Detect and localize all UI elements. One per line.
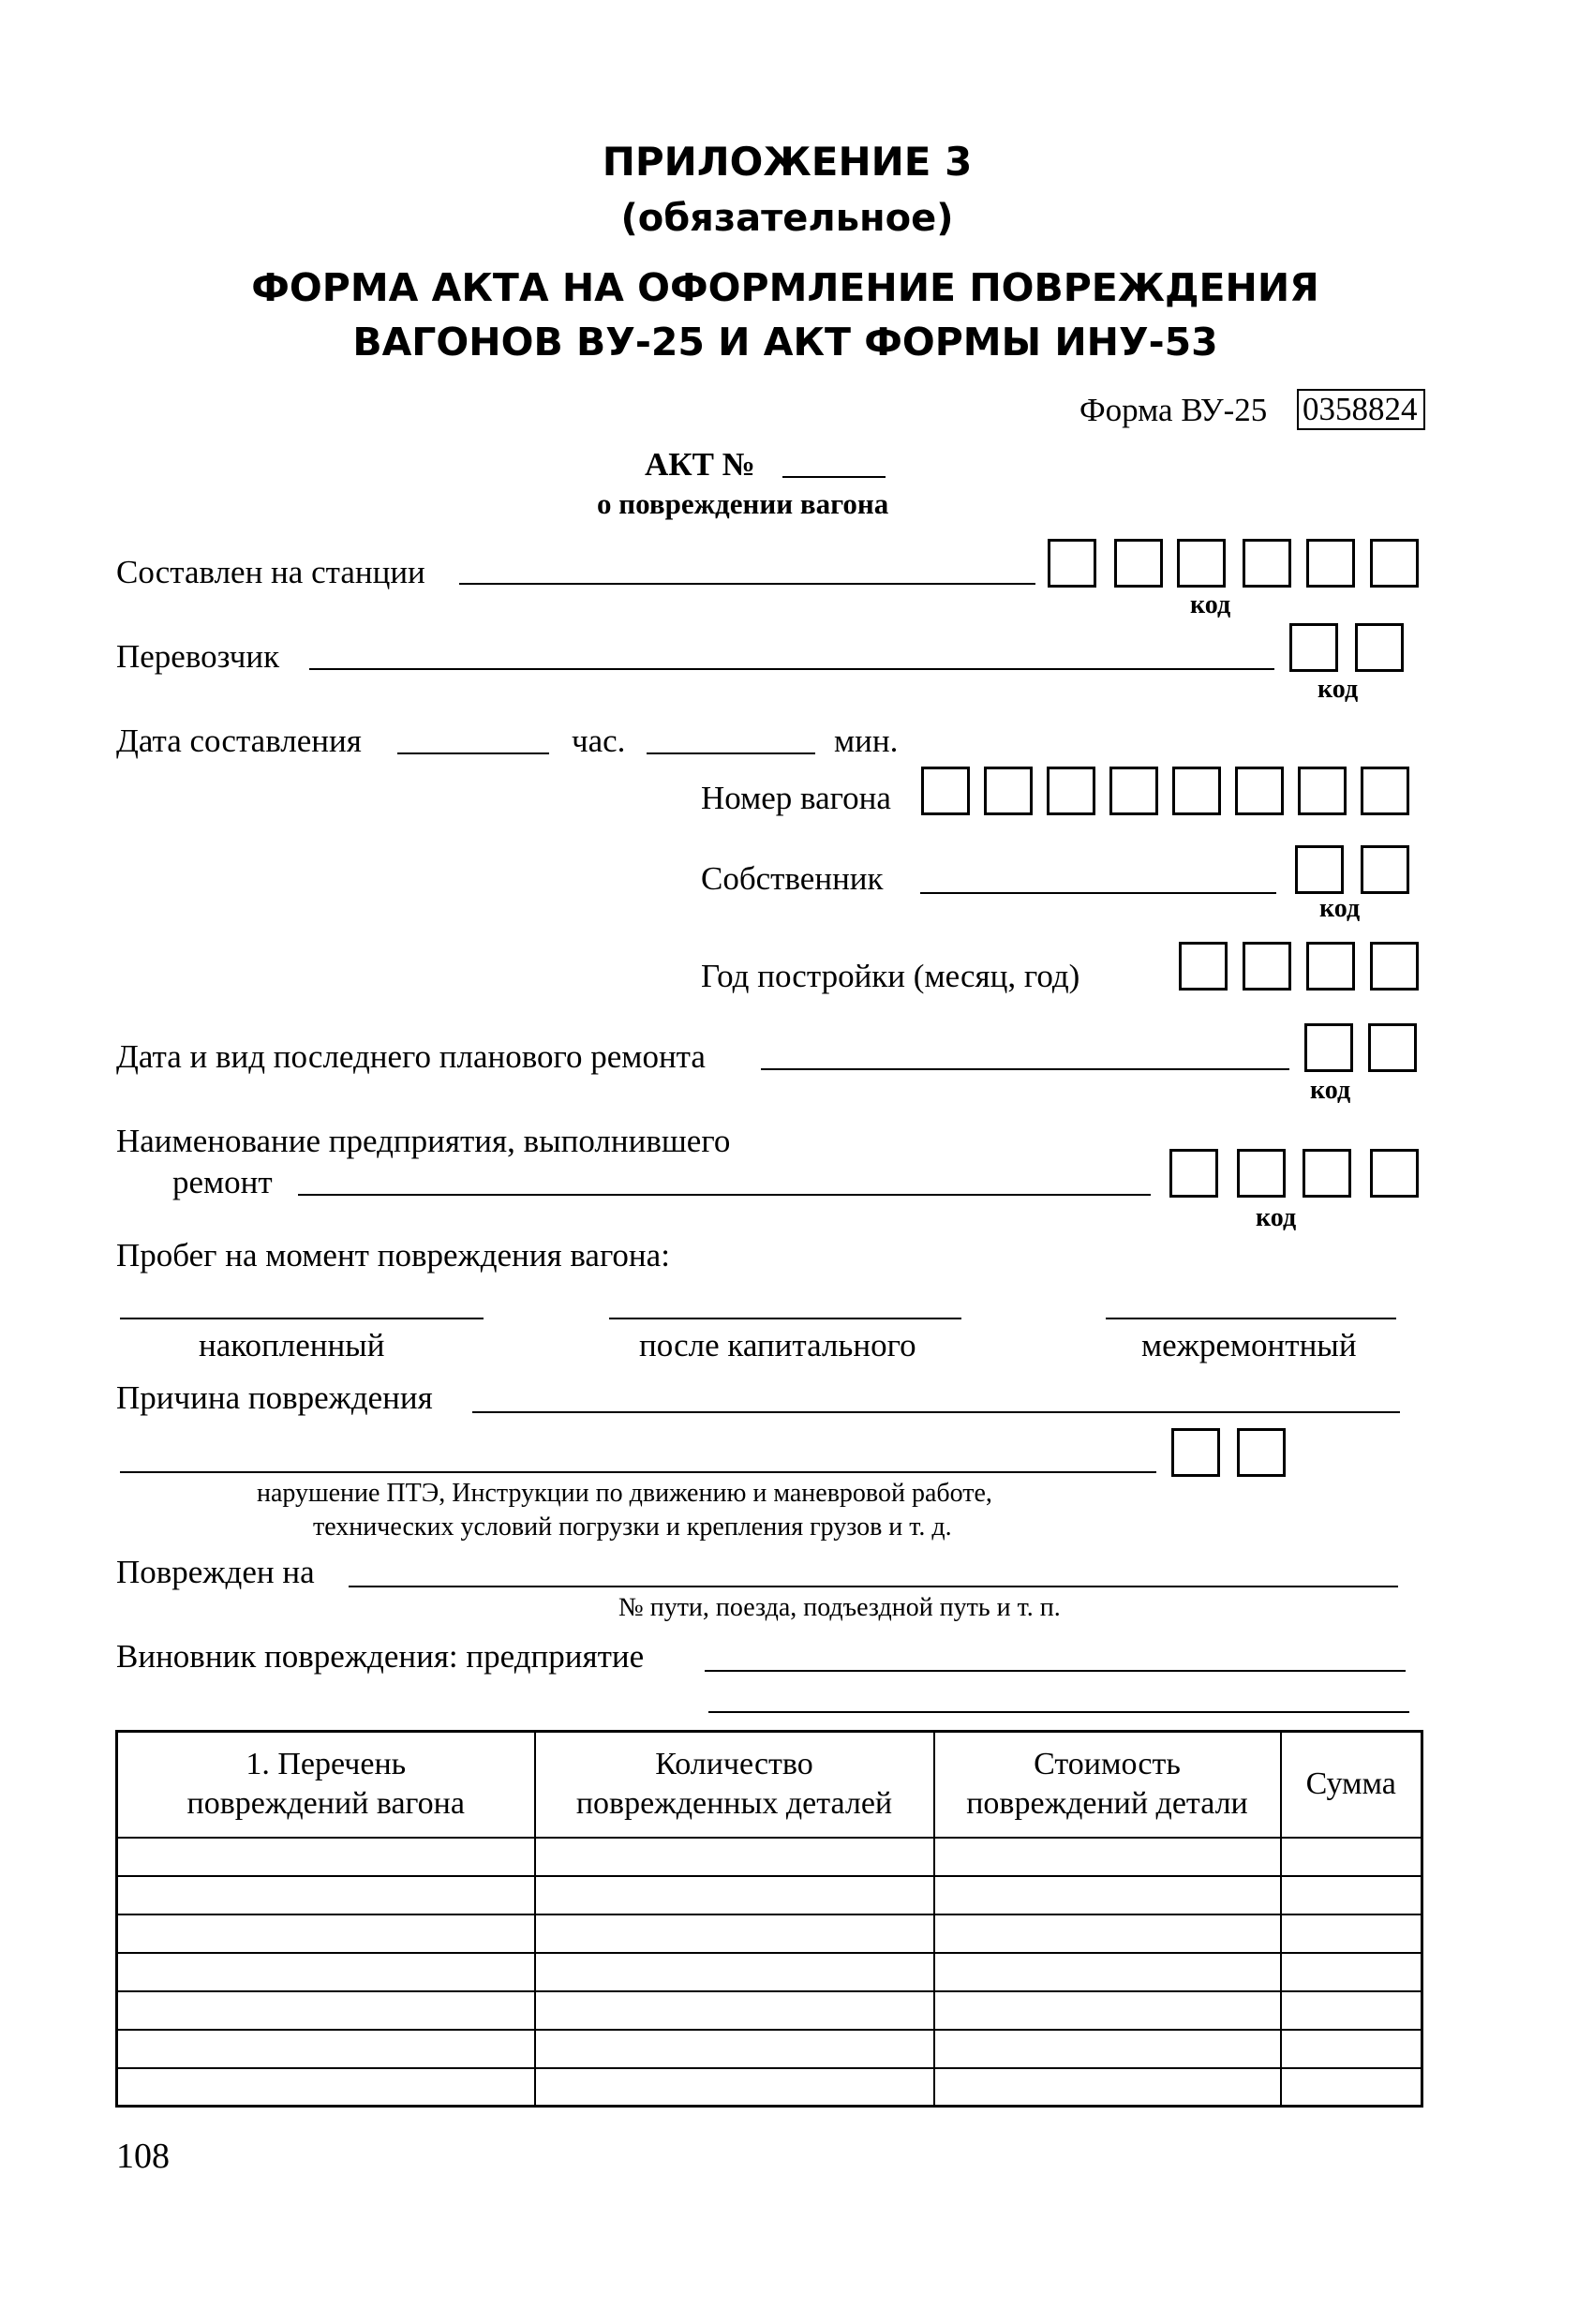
carrier-input[interactable] (309, 668, 1274, 670)
minutes-label: мин. (834, 723, 899, 759)
repair-enterprise-code-box-3[interactable] (1303, 1149, 1351, 1198)
form-label: Форма ВУ-25 (1079, 392, 1268, 428)
owner-input[interactable] (920, 892, 1276, 894)
table-row (117, 1953, 1422, 1991)
station-code-box-6[interactable] (1370, 539, 1419, 588)
table-row (117, 2068, 1422, 2107)
table-cell[interactable] (535, 1914, 934, 1953)
table-cell[interactable] (117, 1876, 535, 1914)
damaged-at-hint: № пути, поезда, подъездной путь и т. п. (618, 1593, 1061, 1622)
wagon-number-box-8[interactable] (1361, 767, 1409, 815)
damage-cause-input[interactable] (472, 1411, 1400, 1413)
table-cell[interactable] (117, 2068, 535, 2107)
mileage-label: Пробег на момент повреждения вагона: (116, 1237, 670, 1274)
damage-cause-hint-2: технических условий погрузки и крепления грузов и т. д. (313, 1512, 952, 1542)
last-repair-label: Дата и вид последнего планового ремонта (116, 1038, 706, 1075)
wagon-number-label: Номер вагона (701, 780, 891, 816)
wagon-number-box-3[interactable] (1047, 767, 1095, 815)
damage-cause-code-box-1[interactable] (1171, 1428, 1220, 1477)
column-header-sum: Сумма (1281, 1732, 1422, 1838)
repair-enterprise-input[interactable] (298, 1194, 1151, 1196)
repair-enterprise-code-box-2[interactable] (1237, 1149, 1286, 1198)
damage-cause-code-box-2[interactable] (1237, 1428, 1286, 1477)
carrier-code-box-2[interactable] (1355, 623, 1404, 672)
table-cell[interactable] (1281, 1953, 1422, 1991)
column-header-quantity: Количество поврежденных деталей (535, 1732, 934, 1838)
act-subtitle: о повреждении вагона (597, 487, 889, 520)
wagon-number-box-2[interactable] (984, 767, 1033, 815)
table-row (117, 1991, 1422, 2030)
wagon-number-box-1[interactable] (921, 767, 970, 815)
owner-code-box-2[interactable] (1361, 845, 1409, 894)
table-row (117, 1876, 1422, 1914)
table-cell[interactable] (934, 1991, 1281, 2030)
build-year-box-3[interactable] (1306, 942, 1355, 991)
table-cell[interactable] (117, 2030, 535, 2068)
table-cell[interactable] (117, 1914, 535, 1953)
form-title-line-1: ФОРМА АКТА НА ОФОРМЛЕНИЕ ПОВРЕЖДЕНИЯ (251, 265, 1319, 310)
table-cell[interactable] (1281, 1876, 1422, 1914)
table-cell[interactable] (934, 2030, 1281, 2068)
form-title-line-2: ВАГОНОВ ВУ-25 И АКТ ФОРМЫ ИНУ-53 (352, 320, 1218, 365)
owner-code-box-1[interactable] (1295, 845, 1344, 894)
page-number: 108 (116, 2137, 170, 2176)
table-cell[interactable] (934, 1876, 1281, 1914)
repair-enterprise-code-box-4[interactable] (1370, 1149, 1419, 1198)
hours-input[interactable] (647, 752, 815, 754)
table-cell[interactable] (117, 1838, 535, 1876)
last-repair-code-box-1[interactable] (1304, 1023, 1353, 1072)
damaged-at-label: Поврежден на (116, 1554, 315, 1590)
build-year-label: Год постройки (месяц, год) (701, 958, 1080, 994)
station-input[interactable] (459, 583, 1035, 585)
carrier-code-box-1[interactable] (1289, 623, 1338, 672)
column-header-cost: Стоимость повреждений детали (934, 1732, 1281, 1838)
table-cell[interactable] (535, 1876, 934, 1914)
mileage-accumulated-input[interactable] (120, 1318, 484, 1319)
wagon-number-box-4[interactable] (1109, 767, 1158, 815)
damage-table (115, 1730, 1423, 2108)
date-input[interactable] (397, 752, 549, 754)
table-cell[interactable] (117, 1953, 535, 1991)
wagon-number-box-6[interactable] (1235, 767, 1284, 815)
table-cell[interactable] (1281, 1991, 1422, 2030)
carrier-code-label: код (1318, 675, 1359, 704)
hours-label: час. (572, 723, 626, 759)
damage-cause-hint-1: нарушение ПТЭ, Инструкции по движению и маневровой работе, (257, 1479, 992, 1508)
table-cell[interactable] (1281, 1838, 1422, 1876)
table-cell[interactable] (934, 1953, 1281, 1991)
last-repair-input[interactable] (761, 1068, 1289, 1070)
act-number-line[interactable] (782, 476, 886, 478)
owner-code-label: код (1319, 894, 1361, 923)
table-cell[interactable] (934, 1914, 1281, 1953)
mileage-accumulated-caption: накопленный (199, 1327, 385, 1363)
culprit-input[interactable] (705, 1670, 1406, 1672)
appendix-mandatory: (обязательное) (620, 197, 954, 240)
column-header-damage-list: 1. Перечень повреждений вагона (117, 1732, 535, 1838)
last-repair-code-box-2[interactable] (1368, 1023, 1417, 1072)
wagon-number-box-5[interactable] (1172, 767, 1221, 815)
station-code-box-3[interactable] (1177, 539, 1226, 588)
station-code-box-1[interactable] (1048, 539, 1096, 588)
appendix-title: ПРИЛОЖЕНИЕ 3 (602, 139, 973, 185)
damage-cause-label: Причина повреждения (116, 1379, 433, 1416)
table-cell[interactable] (535, 2030, 934, 2068)
table-row (117, 1838, 1422, 1876)
mileage-between-repairs-input[interactable] (1106, 1318, 1396, 1319)
table-cell[interactable] (535, 2068, 934, 2107)
damaged-at-input[interactable] (349, 1586, 1398, 1587)
carrier-label: Перевозчик (116, 638, 280, 675)
table-cell[interactable] (1281, 2068, 1422, 2107)
damage-cause-input-2[interactable] (120, 1471, 1156, 1473)
build-year-box-1[interactable] (1179, 942, 1228, 991)
station-code-box-2[interactable] (1114, 539, 1163, 588)
station-code-label: код (1190, 590, 1231, 619)
act-title: АКТ № (645, 446, 755, 483)
station-code-box-5[interactable] (1306, 539, 1355, 588)
build-year-box-2[interactable] (1243, 942, 1291, 991)
repair-enterprise-label-cont: ремонт (172, 1164, 273, 1200)
date-label: Дата составления (116, 723, 362, 759)
station-code-box-4[interactable] (1243, 539, 1291, 588)
last-repair-code-label: код (1310, 1076, 1351, 1105)
table-cell[interactable] (1281, 1914, 1422, 1953)
repair-enterprise-code-box-1[interactable] (1169, 1149, 1218, 1198)
culprit-label: Виновник повреждения: предприятие (116, 1638, 645, 1675)
build-year-box-4[interactable] (1370, 942, 1419, 991)
form-number-box: 0358824 (1297, 389, 1425, 430)
table-cell[interactable] (934, 2068, 1281, 2107)
wagon-number-box-7[interactable] (1298, 767, 1347, 815)
table-cell[interactable] (535, 1838, 934, 1876)
mileage-after-overhaul-caption: после капитального (639, 1327, 916, 1363)
culprit-input-2[interactable] (708, 1711, 1409, 1713)
table-cell[interactable] (1281, 2030, 1422, 2068)
table-cell[interactable] (934, 1838, 1281, 1876)
table-cell[interactable] (535, 1953, 934, 1991)
table-cell[interactable] (535, 1991, 934, 2030)
owner-label: Собственник (701, 860, 884, 897)
station-label: Составлен на станции (116, 554, 425, 590)
repair-enterprise-code-label: код (1256, 1203, 1297, 1232)
repair-enterprise-label: Наименование предприятия, выполнившего (116, 1123, 731, 1159)
table-row (117, 1914, 1422, 1953)
mileage-after-overhaul-input[interactable] (609, 1318, 961, 1319)
table-row (117, 2030, 1422, 2068)
mileage-between-repairs-caption: межремонтный (1141, 1327, 1357, 1363)
table-cell[interactable] (117, 1991, 535, 2030)
